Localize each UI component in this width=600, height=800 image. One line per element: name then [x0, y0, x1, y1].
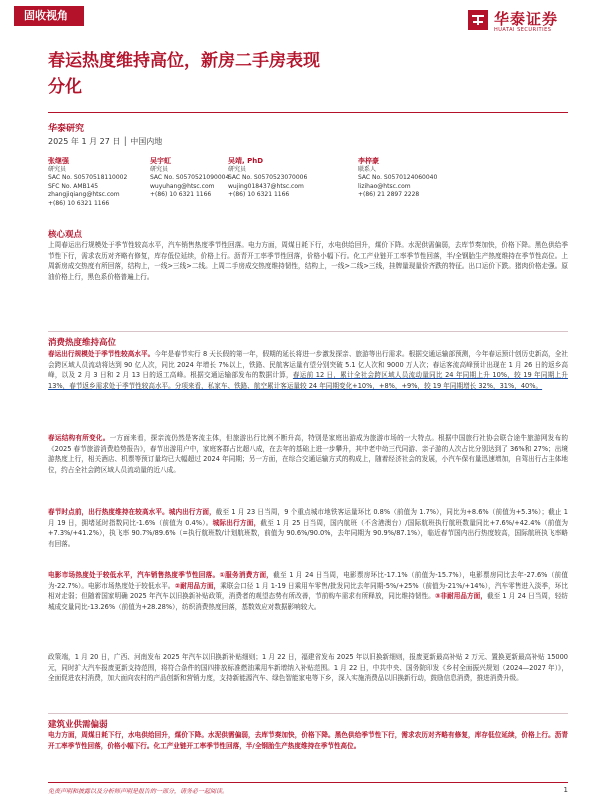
- author-card: [228, 157, 358, 200]
- construction-paragraph: 电力方面，周煤日耗下行，水电供给回升，煤价下降。水泥供需偏弱，去库节奏加快，价格下降。黑色供给季节性下行，需求农历对齐略有修复，库存低位延续，价格上行。沥青开工率季节性回落，价格小幅下行。化工产业链开工率季节性回落，半/全钢胎生产热度维持在季节性高位。: [48, 731, 568, 750]
- service-label: ①服务消费方面，: [219, 571, 274, 579]
- author-email[interactable]: lizihao@htsc.com: [358, 182, 411, 190]
- author-email[interactable]: zhangjiqiang@htsc.com: [48, 191, 120, 199]
- paragraph-body: 截至 1 月 24 日当周，电影票房环比-17.1%（前值为-15.7%），电影票房同比去年-27.6%（前值为-22.7%）。电影市场热度处于较低水平。: [48, 571, 568, 590]
- author-sac: SAC No. S0570523070006: [228, 174, 308, 182]
- paragraph-body: 今年是春节实行 8 天长假的第一年，假期的延长将进一步激发探亲、旅游等出行需求。根据交通运输部预测，今年春运预计创历史新高，全社会跨区域人员流动将达到 90 亿人次，同比 2024 年增长 7%以上，铁路、民航客运量有望分别突破 5.1 亿人次和 9000 万人次；春运客流高峰预计出现在 1 月 26 日的返乡高峰，以及 2 月 3 日和 2 月 13 日的返工高峰。根据交通运输部发布的数据计算，: [48, 350, 569, 380]
- consumption-paragraph-3: [48, 507, 568, 549]
- disclaimer-footer: 免责声明和披露以及分析师声明是报告的一部分，请务必一起阅读。: [48, 788, 229, 795]
- author-role: 联系人: [358, 165, 377, 173]
- core-paragraph: 上周春运出行规模处于季节性较高水平，汽车销售热度季节性回落。电力方面，周煤日耗下行，水电供给回升，煤价下降。水泥供需偏弱，去库节奏加快，价格下降。黑色供给季节性下行，需求农历对齐略有修复，库存低位延续，价格上行。沥青开工率季节性回落，价格小幅下行。化工产业链开工率季节性回落，半/全钢胎生产热度维持在季节性高位。上周新房成交热度有所回落，结构上，一线>三线>二线。上周二手房成交热度维持韧性，结构上，一线>二线>三线，挂牌量现量价齐跌的特征。出口运价下跌。猪肉价格走强。原油价格上行，黑色系价格普遍上行。: [48, 241, 568, 281]
- author-email[interactable]: wuyuhang@htsc.com: [150, 182, 215, 190]
- top-bar: [0, 0, 600, 36]
- consumption-paragraph-4: [48, 570, 568, 612]
- author-role: 研究员: [48, 165, 67, 173]
- section-divider: [48, 331, 568, 332]
- paragraph-lead: 春运出行规模处于季节性较高水平。: [48, 350, 155, 358]
- report-title-line-1: 春运热度维持高位，新房二手房表现: [48, 51, 320, 71]
- author-phone: +(86) 21 2897 2228: [358, 191, 420, 199]
- title-divider: [48, 112, 568, 113]
- author-name: 吴靖, PhD: [228, 157, 264, 165]
- author-block: [48, 157, 568, 217]
- paragraph-body: 截至 1 月 23 日当周，9 个重点城市地铁客运量环比 0.8%（前值为 1.7%），同比为+8.6%（前值为+5.3%）；截止 1 月 19 日，拥堵延时指数同比-1.6%（前值为 0.4%）。: [48, 508, 568, 527]
- paragraph-body-2: 乘联会口径 1 月 1-19 日乘用车零售/批发同比去年同期-5%/+25%（前值为-21%/+14%），汽车零售进入淡季，环比相对走弱；但随着国家明确 2025 年汽车以旧换新补贴政策，消费者的观望态势有所改善，节前购车需求有所释放，同比维持韧性。: [48, 581, 568, 601]
- author-phone: +(86) 10 6321 1166: [48, 199, 110, 207]
- section-divider: [48, 713, 568, 714]
- author-sac: SAC No. S0570124060040: [358, 174, 438, 182]
- huatai-logo-icon: [468, 10, 488, 30]
- report-category-tag: 固收视角: [14, 6, 84, 26]
- author-sfc: SFC No. AMB145: [48, 182, 99, 190]
- paragraph-body: 一方面来看，探亲流仍然是客流主体，但旅游出行比例不断升高，特别是家庭出游成为旅游市场的一大特点。根据中国旅行社协会联合途牛旅游网发布的《2025 春节旅游消费趋势报告》，春节出游用户中，家庭客群占比超八成，在去年的基础上进一步攀升，其中老中幼三代同游、亲子游的人次占比分别达到了 36%和 27%；出境游热度上行，相关酒店、机票等预订量均已大幅超过 2024 年同期；另一方面，在综合交通运输方式的构成上，随着经济社会的发展，小汽车保有量迅速增加，自驾出行占主体地位，约占全社会跨区域人员流动量的近八成。: [48, 434, 568, 474]
- core-heading: 核心观点: [48, 230, 83, 240]
- paragraph-lead: 电影市场热度处于较低水平，汽车销售热度季节性回落。: [48, 571, 220, 579]
- author-role: 研究员: [150, 165, 169, 173]
- logo-chinese-text: 华泰证券: [494, 10, 559, 28]
- logo-english-text: HUATAI SECURITIES: [494, 27, 552, 33]
- construction-heading: 建筑业供需偏弱: [48, 720, 108, 730]
- footer-divider: [48, 782, 568, 783]
- paragraph-body-3: 截至 1 月 24 日当周，轻纺城成交量同比-13.26%（前值为+28.28%），纺织消费热度回落，基数效应对数据影响较大。: [48, 592, 568, 611]
- nondurables-label: ③非耐用品方面，: [434, 592, 487, 601]
- consumption-heading: 消费热度维持高位: [48, 338, 117, 348]
- author-name: 张继强: [48, 157, 69, 165]
- author-name: 吴宇虹: [150, 157, 171, 165]
- author-sac: SAC No. S0570521090004: [150, 174, 230, 182]
- paragraph-body-2: 截至 1 月 25 日当周，国内航班（不含港澳台）/国际航班执行航班数量同比+7.6%/+42.4%（前值为+7.3%/+41.2%），执飞率 90.7%/89.6%（=执行航班数/计划航班数，前值为 90.6%/90.0%，去年同期为 90.9%/87.1%），临近春节国内出行热度较高，国际航班执飞率略有回落。: [48, 518, 569, 548]
- paragraph-lead-2: 城际出行方面，: [212, 518, 261, 527]
- company-logo: [468, 8, 586, 38]
- author-phone: +(86) 10 6321 1166: [150, 191, 212, 199]
- author-sac: SAC No. S0570518110002: [48, 174, 128, 182]
- consumption-paragraph-2: [48, 433, 568, 475]
- author-name: 李梓豪: [358, 157, 379, 165]
- policy-paragraph: 政策端，1 月 20 日，广西、河南发布 2025 年汽车以旧换新补贴细则；1 月 22 日，福建省发布 2025 年以旧换新细则，报废更新最高补贴 2 万元、置换更新最高补贴 15000 元，同时扩大汽车报废更新支持范围，将符合条件的国四排放标准燃油乘用车新增纳入补贴范围。1 月 22 日，中共中央、国务院印发《乡村全面振兴规划（2024—2027 年）》，全面促进农村消费，加大面向农村的产品创新和营销力度，支持新能源汽车、绿色智能家电等下乡，深入实施消费品以旧换新行动，鼓励信息消费，推进消费升级。: [48, 653, 568, 683]
- author-role: 研究员: [228, 165, 247, 173]
- durables-label: ②耐用品方面，: [174, 581, 221, 590]
- report-title-line-2: 分化: [48, 77, 82, 97]
- author-card: [358, 157, 488, 200]
- author-phone: +(86) 10 6321 1166: [228, 191, 290, 199]
- author-email[interactable]: wujing018437@htsc.com: [228, 182, 304, 190]
- report-title: [48, 48, 568, 100]
- paragraph-lead: 春运结构有所变化。: [48, 434, 110, 442]
- report-date: 2025 年 1 月 27 日 │ 中国内地: [48, 137, 163, 146]
- paragraph-highlight: 春运前 12 日，累计全社会跨区域人员流动量同比 24 年同期上升 10%，较 19 年同期上升 13%，春节返乡需求处于季节性较高水平。分项来看，私家车、铁路、航空累计客运量较 24 年同期变化+10%，+8%，+9%，较 19 年同期增长 32%，31%，40%。: [48, 371, 568, 390]
- consumption-paragraph-1: [48, 349, 568, 391]
- paragraph-lead: 春节时点前，出行热度维持在较高水平。城内出行方面，: [48, 508, 216, 516]
- page-number: 1: [563, 786, 568, 794]
- research-firm: 华泰研究: [48, 124, 85, 134]
